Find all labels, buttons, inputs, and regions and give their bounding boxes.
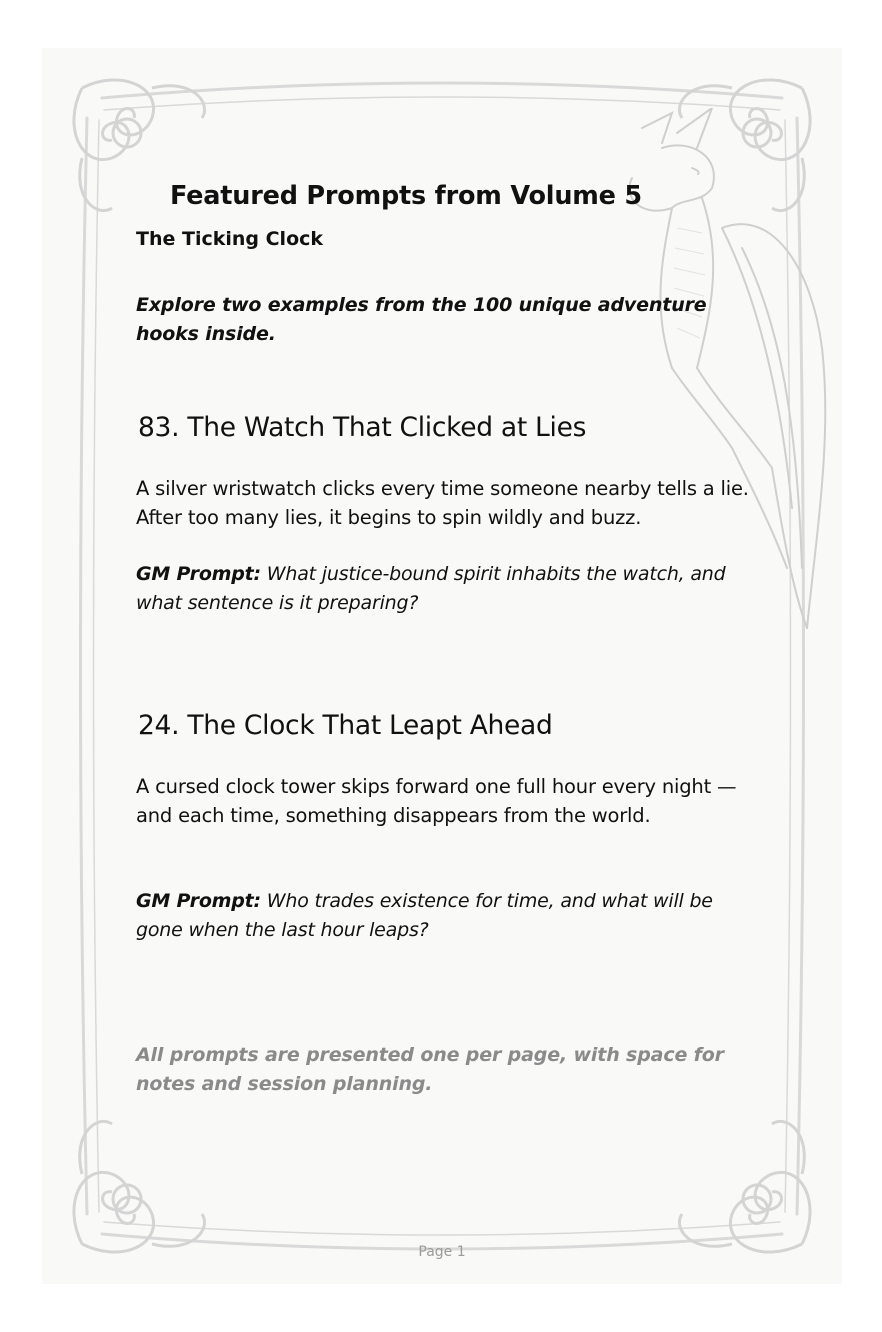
volume-title: Featured Prompts from Volume 5 [170,181,642,211]
gm-prompt-83 [136,560,761,618]
prompt-body-83: A silver wristwatch clicks every time someone nearby tells a lie. After too many lies, it begins to spin wildly and buzz. [136,477,749,529]
intro-text: Explore two examples from the 100 unique adventure hooks inside. [136,294,707,345]
page-number: Page 1 [418,1244,466,1260]
gm-prompt-label: GM Prompt: [136,563,261,585]
prompt-heading-83: 83. The Watch That Clicked at Lies [138,412,587,443]
book-page [42,48,842,1284]
prompt-heading-24: 24. The Clock That Leapt Ahead [138,710,553,741]
footer-note: All prompts are presented one per page, with space for notes and session planning. [136,1044,724,1095]
volume-subtitle: The Ticking Clock [136,228,324,250]
gm-prompt-24 [136,887,761,945]
prompt-body-24: A cursed clock tower skips forward one full hour every night — and each time, something disappears from the world. [136,775,737,827]
gm-prompt-text: What justice-bound spirit inhabits the watch, and what sentence is it preparing? [136,563,726,614]
gm-prompt-text: Who trades existence for time, and what will be gone when the last hour leaps? [136,890,713,941]
gm-prompt-label: GM Prompt: [136,890,261,912]
